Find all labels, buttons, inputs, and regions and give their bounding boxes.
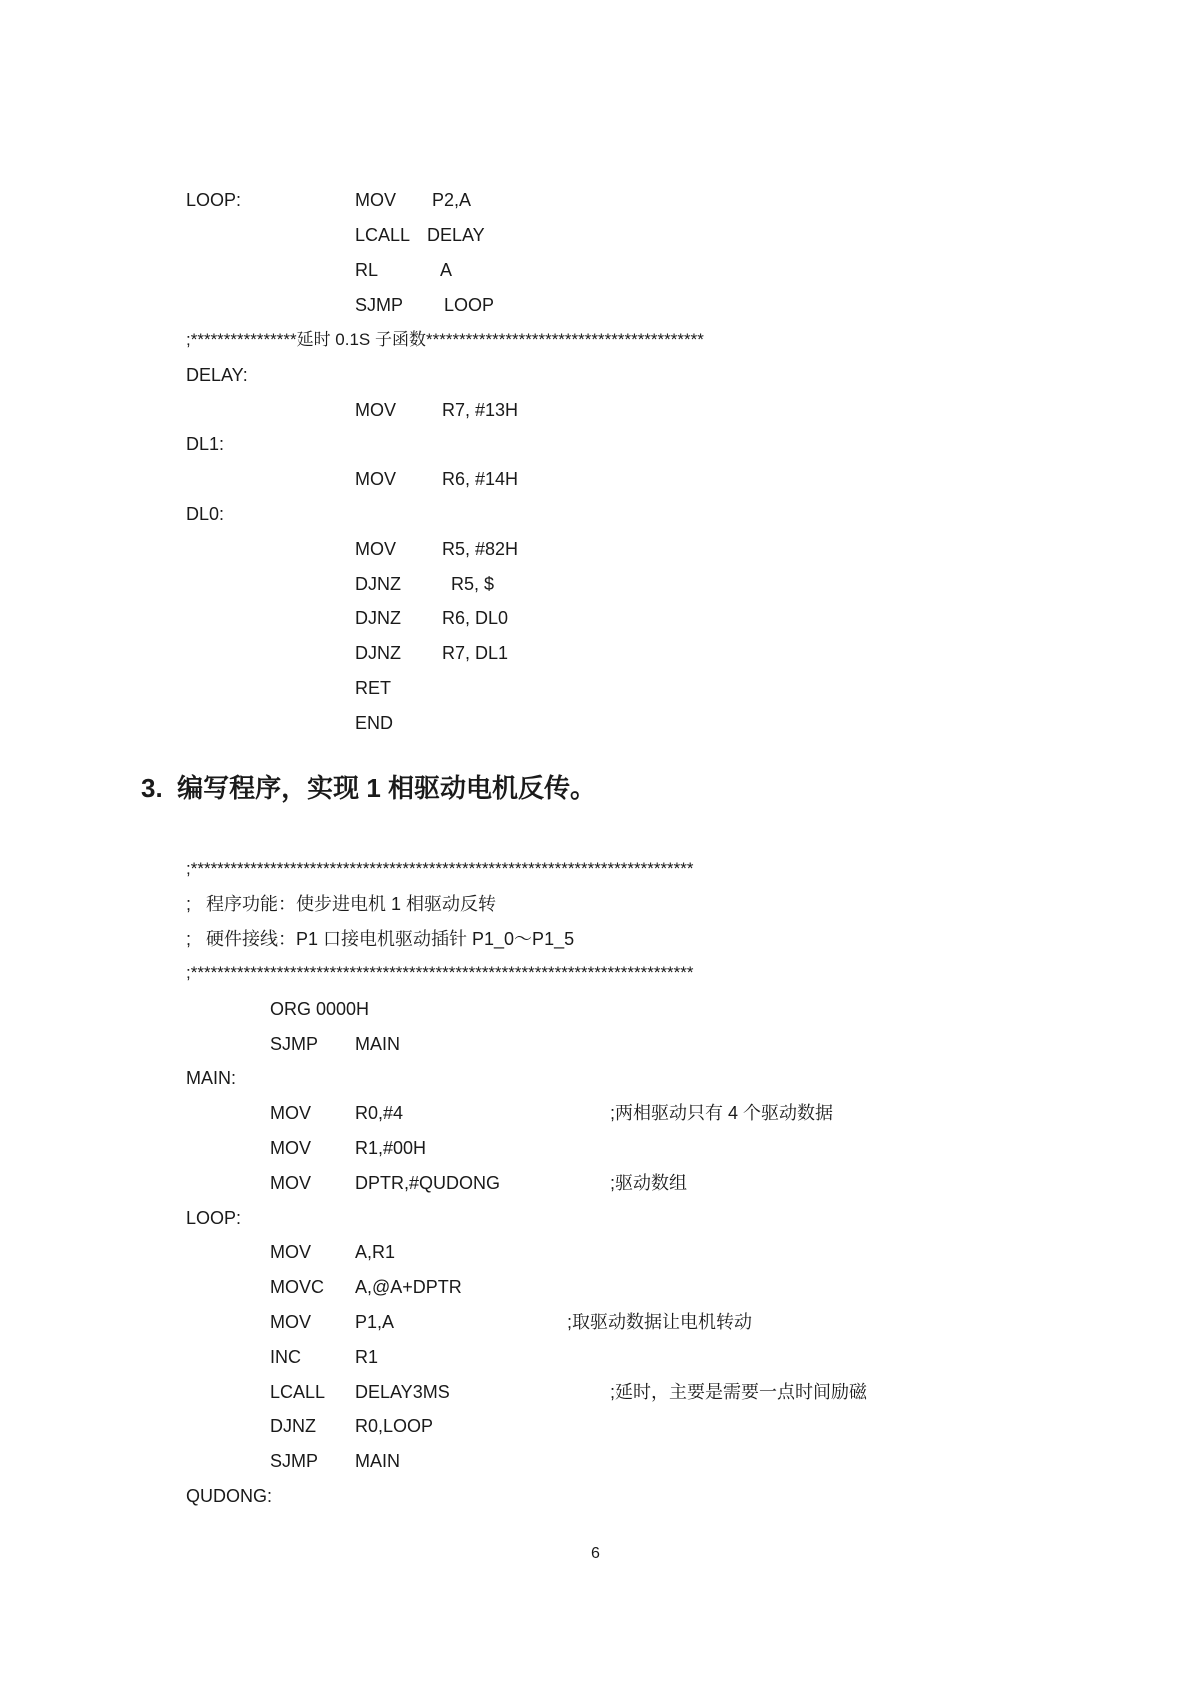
code-op: MOV <box>270 1312 312 1332</box>
code-op: DJNZ <box>270 1416 316 1436</box>
code-comment: ;驱动数组 <box>610 1173 688 1193</box>
code-arg: R6, DL0 <box>442 608 509 628</box>
page-number: 6 <box>591 1545 600 1562</box>
code-op: INC <box>270 1347 301 1367</box>
code-label: LOOP: <box>186 1208 242 1228</box>
code-op: ORG 0000H <box>270 999 370 1019</box>
code-arg: R7, #13H <box>442 400 519 420</box>
delay-comment-line: ;****************延时 0.1S 子函数****************************************** <box>186 330 704 349</box>
code-op: MOV <box>270 1138 312 1158</box>
section-heading: 3. 编写程序，实现 1 相驱动电机反传。 <box>141 773 597 803</box>
code-arg: R7, DL1 <box>442 643 509 663</box>
code-op: MOV <box>270 1173 312 1193</box>
code-op: LCALL <box>355 225 411 245</box>
code-label: DL1: <box>186 434 225 454</box>
code-arg: R0,#4 <box>355 1103 404 1123</box>
code-arg: A,@A+DPTR <box>355 1277 462 1297</box>
code-op: MOV <box>270 1103 312 1123</box>
code-arg: MAIN <box>355 1451 400 1471</box>
code-op: DJNZ <box>355 608 401 628</box>
code-op: MOVC <box>270 1277 324 1297</box>
code-op: LCALL <box>270 1382 326 1402</box>
code-label: DL0: <box>186 504 225 524</box>
code-op: DJNZ <box>355 643 401 663</box>
code-op: MOV <box>355 469 397 489</box>
code-arg: P1,A <box>355 1312 395 1332</box>
comment-line: ; 硬件接线：P1 口接电机驱动插针 P1_0～P1_5 <box>186 929 575 949</box>
code-arg: MAIN <box>355 1034 400 1054</box>
code-comment: ;取驱动数据让电机转动 <box>567 1312 752 1332</box>
code-arg: LOOP <box>444 295 495 315</box>
code-arg: A <box>440 260 453 280</box>
code-op: SJMP <box>355 295 404 315</box>
code-op: RET <box>355 678 391 698</box>
code-op: MOV <box>355 400 397 420</box>
code-op: SJMP <box>270 1451 319 1471</box>
code-arg: R0,LOOP <box>355 1416 434 1436</box>
comment-line: ;**************************************************************************** <box>186 859 694 878</box>
code-label: QUDONG: <box>186 1486 273 1506</box>
code-arg: R5, #82H <box>442 539 519 559</box>
code-arg: DELAY <box>427 225 485 245</box>
comment-line: ; 程序功能：使步进电机 1 相驱动反转 <box>186 894 497 914</box>
code-op: MOV <box>270 1242 312 1262</box>
code-op: MOV <box>355 539 397 559</box>
code-arg: R6, #14H <box>442 469 519 489</box>
code-op: MOV <box>355 190 397 210</box>
code-label: LOOP: <box>186 190 242 210</box>
code-comment: ;两相驱动只有 4 个驱动数据 <box>610 1103 834 1123</box>
code-op: END <box>355 713 394 733</box>
code-op: DJNZ <box>355 574 401 594</box>
code-op: RL <box>355 260 379 280</box>
code-arg: A,R1 <box>355 1242 396 1262</box>
code-arg: P2,A <box>432 190 472 210</box>
code-comment: ;延时，主要是需要一点时间励磁 <box>610 1382 867 1402</box>
code-label: MAIN: <box>186 1068 237 1088</box>
code-arg: R1,#00H <box>355 1138 427 1158</box>
code-op: SJMP <box>270 1034 319 1054</box>
comment-line: ;**************************************************************************** <box>186 963 694 982</box>
code-label: DELAY: <box>186 365 248 385</box>
code-arg: DELAY3MS <box>355 1382 450 1402</box>
code-arg: R5, $ <box>451 574 495 594</box>
code-arg: R1 <box>355 1347 379 1367</box>
code-arg: DPTR,#QUDONG <box>355 1173 501 1193</box>
